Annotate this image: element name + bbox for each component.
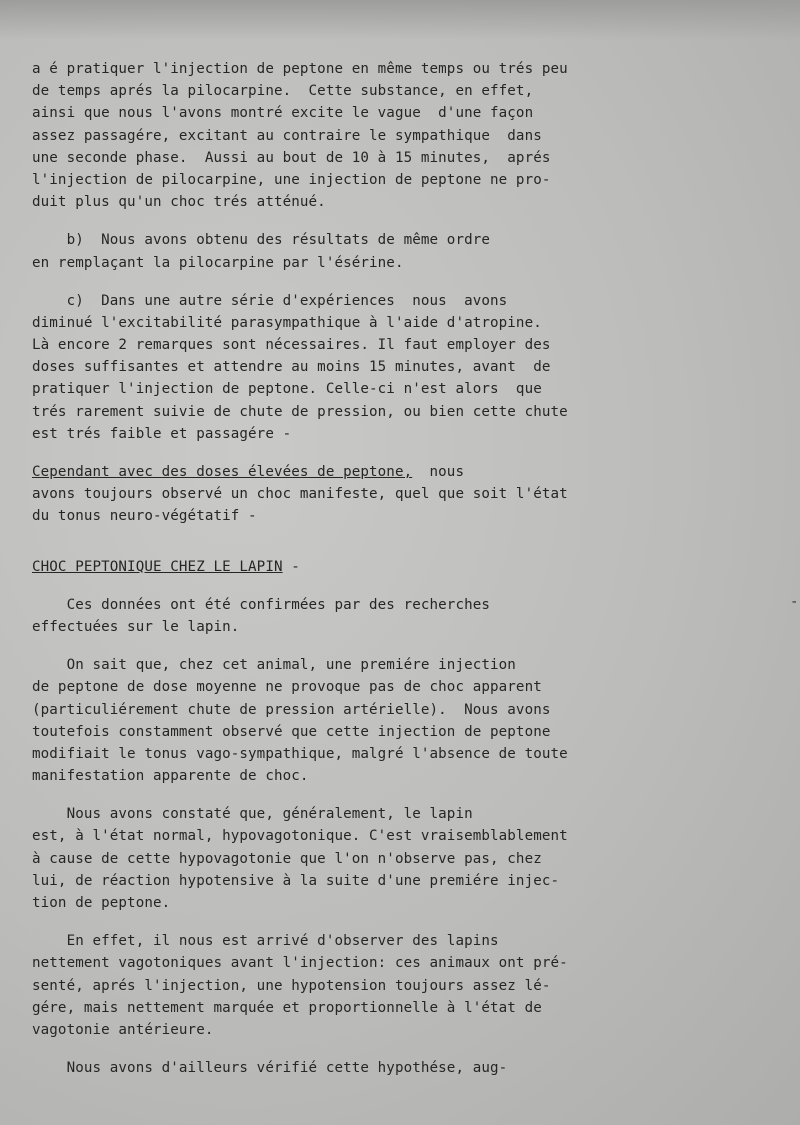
text-line: une seconde phase. Aussi au bout de 10 à 15 minutes, aprés (32, 149, 551, 166)
text-line: senté, aprés l'injection, une hypotension toujours assez lé- (32, 977, 551, 994)
text-line: du tonus neuro-végétatif - (32, 508, 257, 525)
text-line: c) Dans une autre série d'expériences nous avons (32, 292, 508, 309)
text-line: Ces données ont été confirmées par des recherches (32, 596, 491, 613)
text-line: nettement vagotoniques avant l'injection: ces animaux ont pré- (32, 955, 568, 972)
text-line: Là encore 2 remarques sont nécessaires. Il faut employer des (32, 337, 551, 354)
text-line: l'injection de pilocarpine, une injection de peptone ne pro- (32, 171, 551, 188)
text-line: vagotonie antérieure. (32, 1021, 214, 1038)
text-line: b) Nous avons obtenu des résultats de même ordre (32, 232, 491, 249)
text-line: diminué l'excitabilité parasympathique à l'aide d'atropine. (32, 314, 542, 331)
text-line: de peptone de dose moyenne ne provoque pas de choc apparent (32, 679, 542, 696)
text-line: à cause de cette hypovagotonie que l'on n'observe pas, chez (32, 850, 542, 867)
paragraph-donnees (32, 594, 772, 638)
top-edge-shadow (0, 0, 800, 40)
text-fragment: nous (412, 464, 465, 480)
paragraph-c (32, 290, 772, 445)
text-line: modifiait le tonus vago-sympathique, malgré l'absence de toute (32, 745, 568, 762)
typed-text-body (32, 58, 772, 1079)
text-line: assez passagére, excitant au contraire le sympathique dans (32, 127, 542, 144)
text-line (32, 461, 772, 483)
text-line: est trés faible et passagére - (32, 425, 292, 442)
text-line: duit plus qu'un choc trés atténué. (32, 194, 326, 211)
text-line: de temps aprés la pilocarpine. Cette substance, en effet, (32, 83, 534, 100)
text-line: Nous avons constaté que, généralement, le lapin (32, 806, 473, 823)
paragraph-b (32, 229, 772, 273)
text-line: effectuées sur le lapin. (32, 618, 240, 635)
paragraph-constate (32, 803, 772, 914)
text-line: ainsi que nous l'avons montré excite le vague d'une façon (32, 105, 534, 122)
text-line: avons toujours observé un choc manifeste, quel que soit l'état (32, 486, 568, 503)
text-line: En effet, il nous est arrivé d'observer des lapins (32, 933, 499, 950)
paragraph-en-effet (32, 930, 772, 1041)
text-line: est, à l'état normal, hypovagotonique. C'est vraisemblablement (32, 828, 568, 845)
text-line: On sait que, chez cet animal, une premiére injection (32, 657, 516, 674)
text-line: gére, mais nettement marquée et proportionnelle à l'état de (32, 999, 542, 1016)
text-line: manifestation apparente de choc. (32, 768, 309, 785)
text-line: pratiquer l'injection de peptone. Celle-ci n'est alors que (32, 381, 542, 398)
heading-line (32, 556, 772, 578)
text-line: lui, de réaction hypotensive à la suite d'une premiére injec- (32, 872, 560, 889)
text-line: en remplaçant la pilocarpine par l'ésérine. (32, 254, 404, 271)
text-line: a é pratiquer l'injection de peptone en même temps ou trés peu (32, 61, 568, 77)
paragraph-1 (32, 58, 772, 213)
margin-mark: - (790, 594, 799, 610)
heading-text: CHOC PEPTONIQUE CHEZ LE LAPIN (32, 558, 283, 575)
heading-suffix: - (282, 558, 300, 575)
text-line: (particuliérement chute de pression artérielle). Nous avons (32, 701, 551, 718)
section-heading (32, 556, 772, 578)
paragraph-doses-elevees (32, 461, 772, 528)
text-line: doses suffisantes et attendre au moins 15 minutes, avant de (32, 359, 551, 376)
text-line: tion de peptone. (32, 895, 171, 911)
text-line: Nous avons d'ailleurs vérifié cette hypothése, aug- (32, 1060, 508, 1077)
text-line: toutefois constamment observé que cette injection de peptone (32, 723, 551, 740)
paragraph-verifie (32, 1057, 772, 1079)
paragraph-on-sait (32, 654, 772, 787)
underlined-phrase: Cependant avec des doses élevées de peptone, (32, 464, 413, 480)
text-line: trés rarement suivie de chute de pression, ou bien cette chute (32, 403, 568, 420)
